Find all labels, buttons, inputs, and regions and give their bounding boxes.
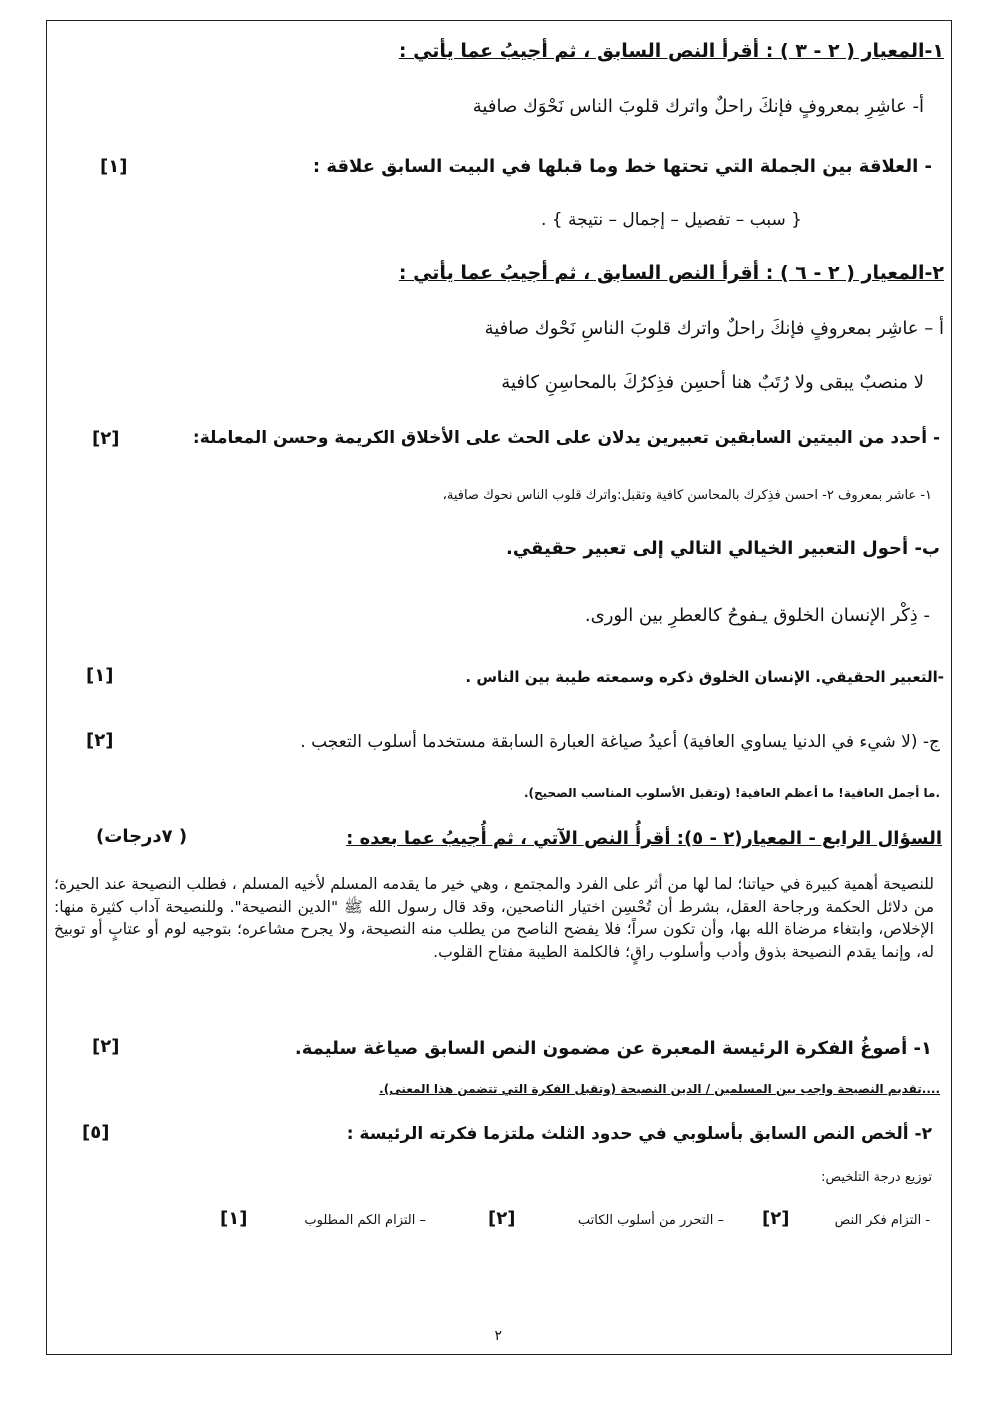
- q1-options: { سبب – تفصيل – إجمال – نتيجة } .: [541, 210, 802, 230]
- q4-dist-label-3: – التزام الكم المطلوب: [304, 1213, 426, 1228]
- q4-passage: للنصيحة أهمية كبيرة في حياتنا؛ لما لها من أثر على الفرد والمجتمع ، وهي خير ما يقدمه المسلم لأخيه المسلم ، فطلب النصيحة عند الحيرة؛ من دلائل الحكمة ورجاحة العقل، بشرط أن تُحْسِن اختيار الناصحين، وقد قال رسول الله ﷺ "الدين النصيحة". وللنصيحة آداب كثيرة منها: الإخلاص، وابتغاء مرضاة الله بها، وأن تكون سراً؛ فلا يفضح الناصح من يطلب منه النصيحة، ولا يجرح مشاعره؛ بتوجيه لوم أو عتابٍ أو توبيخ له، وإنما يقدم النصيحة بذوق وأدب وأسلوب راقٍ؛ فالكلمة الطيبة مفتاح القلوب.: [54, 875, 934, 961]
- q2-mark-c: [٢]: [86, 730, 114, 751]
- q4-dist-label-1: - التزام فكر النص: [834, 1213, 930, 1228]
- q4-dist-label-2: – التحرر من أسلوب الكاتب: [577, 1213, 724, 1228]
- q2-question-b: ب- أحول التعبير الخيالي التالي إلى تعبير حقيقي.: [505, 538, 940, 559]
- page-number: ٢: [494, 1328, 502, 1344]
- q1-heading: ١-المعيار ( ٢ - ٣ ) : أقرأ النص السابق ، ثم أجيبُ عما يأتي :: [398, 40, 944, 62]
- q4-dist-mark-2: [٢]: [488, 1208, 516, 1229]
- q4-heading: السؤال الرابع - المعيار(٢ - ٥): أقرأُ النص الآتي ، ثم أُجيبُ عما بعده :: [346, 828, 942, 849]
- q2-mark-b: [١]: [86, 665, 114, 686]
- q2-answer-a: ١- عاشر بمعروف ٢- احسن فذِكرك بالمحاسن كافية وتقبل:واترك قلوب الناس نحوك صافية،: [442, 488, 932, 503]
- q1-question: - العلاقة بين الجملة التي تحتها خط وما قبلها في البيت السابق علاقة :: [312, 156, 932, 177]
- q2-question-a: - أحدد من البيتين السابقين تعبيرين يدلان على الحث على الأخلاق الكريمة وحسن المعاملة:: [192, 428, 940, 448]
- q4-dist-mark-1: [٢]: [762, 1208, 790, 1229]
- q4-degrees: (٧درجات ): [96, 826, 188, 847]
- q4-distribution-title: توزيع درجة التلخيص:: [821, 1170, 932, 1185]
- q2-verse-2: لا منصبٌ يبقى ولا رُتَبٌ هنا أحسِن فذِكرُكَ بالمحاسِنِ كافية: [501, 372, 924, 393]
- q2-heading: ٢-المعيار ( ٢ - ٦ ) : أقرأ النص السابق ، ثم أجيبُ عما يأتي :: [398, 262, 944, 284]
- q4-mark-2: [٥]: [82, 1122, 110, 1143]
- q2-phrase-b: - ذِكْر الإنسان الخلوق يـفوحُ كالعطرِ بين الورى.: [584, 605, 930, 626]
- q2-question-c: ج- (لا شيء في الدنيا يساوي العافية) أعيدُ صياغة العبارة السابقة مستخدما أسلوب التعجب .: [300, 732, 940, 752]
- q1-mark: [١]: [100, 156, 128, 177]
- q4-mark-1: [٢]: [92, 1036, 120, 1057]
- q2-answer-c: .ما أجمل العافية! ما أعظم العافية! (وتقبل الأسلوب المناسب الصحيح).: [523, 786, 940, 800]
- q2-answer-b: -التعبير الحقيقي. الإنسان الخلوق ذكره وسمعته طيبة بين الناس .: [465, 668, 944, 686]
- q4-answer-1: ....تقديم النصيحة واجب بين المسلمين / الدين النصيحة (وتقبل الفكرة التي تتضمن هذا المعنى).: [379, 1082, 940, 1096]
- page-frame: [46, 20, 952, 1355]
- q4-item-1: ١- أصوغُ الفكرة الرئيسة المعبرة عن مضمون النص السابق صياغة سليمة.: [294, 1038, 932, 1059]
- q2-verse-1: أ – عاشِر بمعروفٍ فإنكَ راحلٌ واترك قلوبَ الناسِ نَحْوك صافية: [484, 318, 944, 339]
- q4-dist-mark-3: [١]: [220, 1208, 248, 1229]
- q4-item-2: ٢- ألخص النص السابق بأسلوبي في حدود الثلث ملتزما فكرته الرئيسة :: [346, 1124, 932, 1144]
- q2-mark-a: [٢]: [92, 428, 120, 449]
- q1-verse: أ- عاشِرِ بمعروفٍ فإنكَ راحلٌ واترك قلوبَ الناس نَحْوَك صافية: [472, 96, 924, 117]
